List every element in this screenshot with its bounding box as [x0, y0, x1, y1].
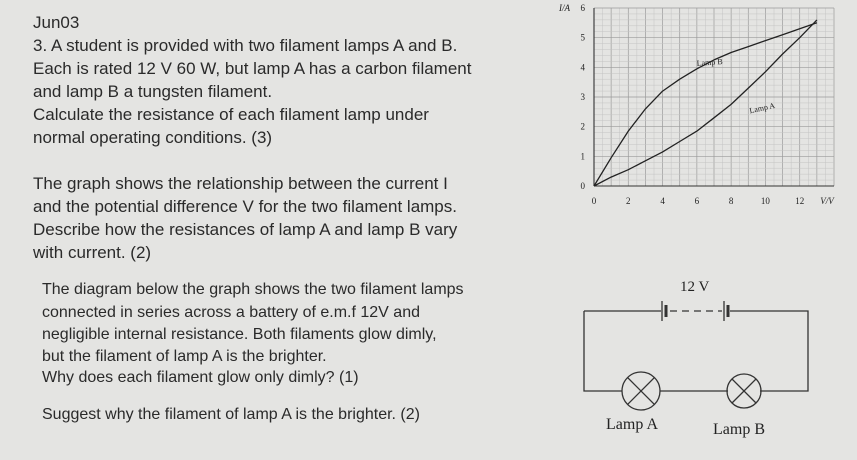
circuit-wire — [584, 311, 622, 391]
y-tick-label: 0 — [580, 181, 585, 191]
y-tick-label: 5 — [580, 32, 585, 43]
y-tick-label: 2 — [580, 121, 585, 132]
lamp-b-symbol — [727, 374, 761, 408]
battery-symbol — [662, 301, 728, 321]
circuit-text-line: The diagram below the graph shows the two filament lamps — [42, 281, 464, 298]
x-tick-label: 12 — [795, 196, 805, 206]
y-tick-label: 1 — [580, 151, 585, 162]
circuit-diagram — [580, 275, 820, 445]
circuit-wire — [730, 311, 808, 391]
question-line: 3. A student is provided with two filament lamps A and B. — [33, 36, 458, 55]
lamp-a-symbol — [622, 372, 660, 410]
graph-text-line: with current. (2) — [33, 243, 152, 262]
iv-graph — [550, 0, 850, 215]
question-line: normal operating conditions. (3) — [33, 128, 273, 147]
circuit-text-line: connected in series across a battery of e.m.f 12V and — [42, 304, 420, 321]
y-axis-label: I/A — [559, 3, 570, 13]
battery-label: 12 V — [680, 279, 710, 295]
x-tick-label: 4 — [660, 196, 665, 206]
x-tick-label: 2 — [626, 196, 631, 206]
graph-grid — [594, 8, 834, 186]
y-tick-label: 6 — [580, 3, 585, 13]
lamp-a-label: Lamp A — [606, 416, 658, 433]
x-tick-label: 6 — [694, 196, 700, 206]
x-tick-label: 10 — [760, 196, 770, 206]
question-line: Calculate the resistance of each filament lamp under — [33, 105, 429, 124]
x-tick-label: 0 — [591, 196, 597, 206]
x-tick-label: 8 — [728, 196, 734, 206]
circuit-text-line: negligible internal resistance. Both filaments glow dimly, — [42, 326, 437, 343]
y-tick-label: 3 — [580, 92, 585, 102]
circuit-text-line: but the filament of lamp A is the brighter. — [42, 348, 327, 365]
series-label-lamp-a: Lamp A — [748, 101, 776, 116]
lamp-b-label: Lamp B — [713, 421, 765, 438]
x-axis-label: V/V — [820, 196, 834, 206]
graph-text-line: Describe how the resistances of lamp A and lamp B vary — [33, 220, 458, 239]
circuit-text-suggest: Suggest why the filament of lamp A is the brighter. (2) — [42, 406, 420, 423]
graph-text-line: The graph shows the relationship between the current I — [33, 174, 448, 193]
y-tick-label: 4 — [580, 62, 585, 73]
question-line: and lamp B a tungsten filament. — [33, 82, 273, 101]
header-label: Jun03 — [33, 13, 80, 32]
graph-text-line: and the potential difference V for the two filament lamps. — [33, 197, 457, 216]
question-line: Each is rated 12 V 60 W, but lamp A has a carbon filament — [33, 59, 472, 78]
circuit-text-line: Why does each filament glow only dimly? (1) — [42, 369, 359, 386]
series-label-lamp-b: Lamp B — [696, 57, 723, 68]
